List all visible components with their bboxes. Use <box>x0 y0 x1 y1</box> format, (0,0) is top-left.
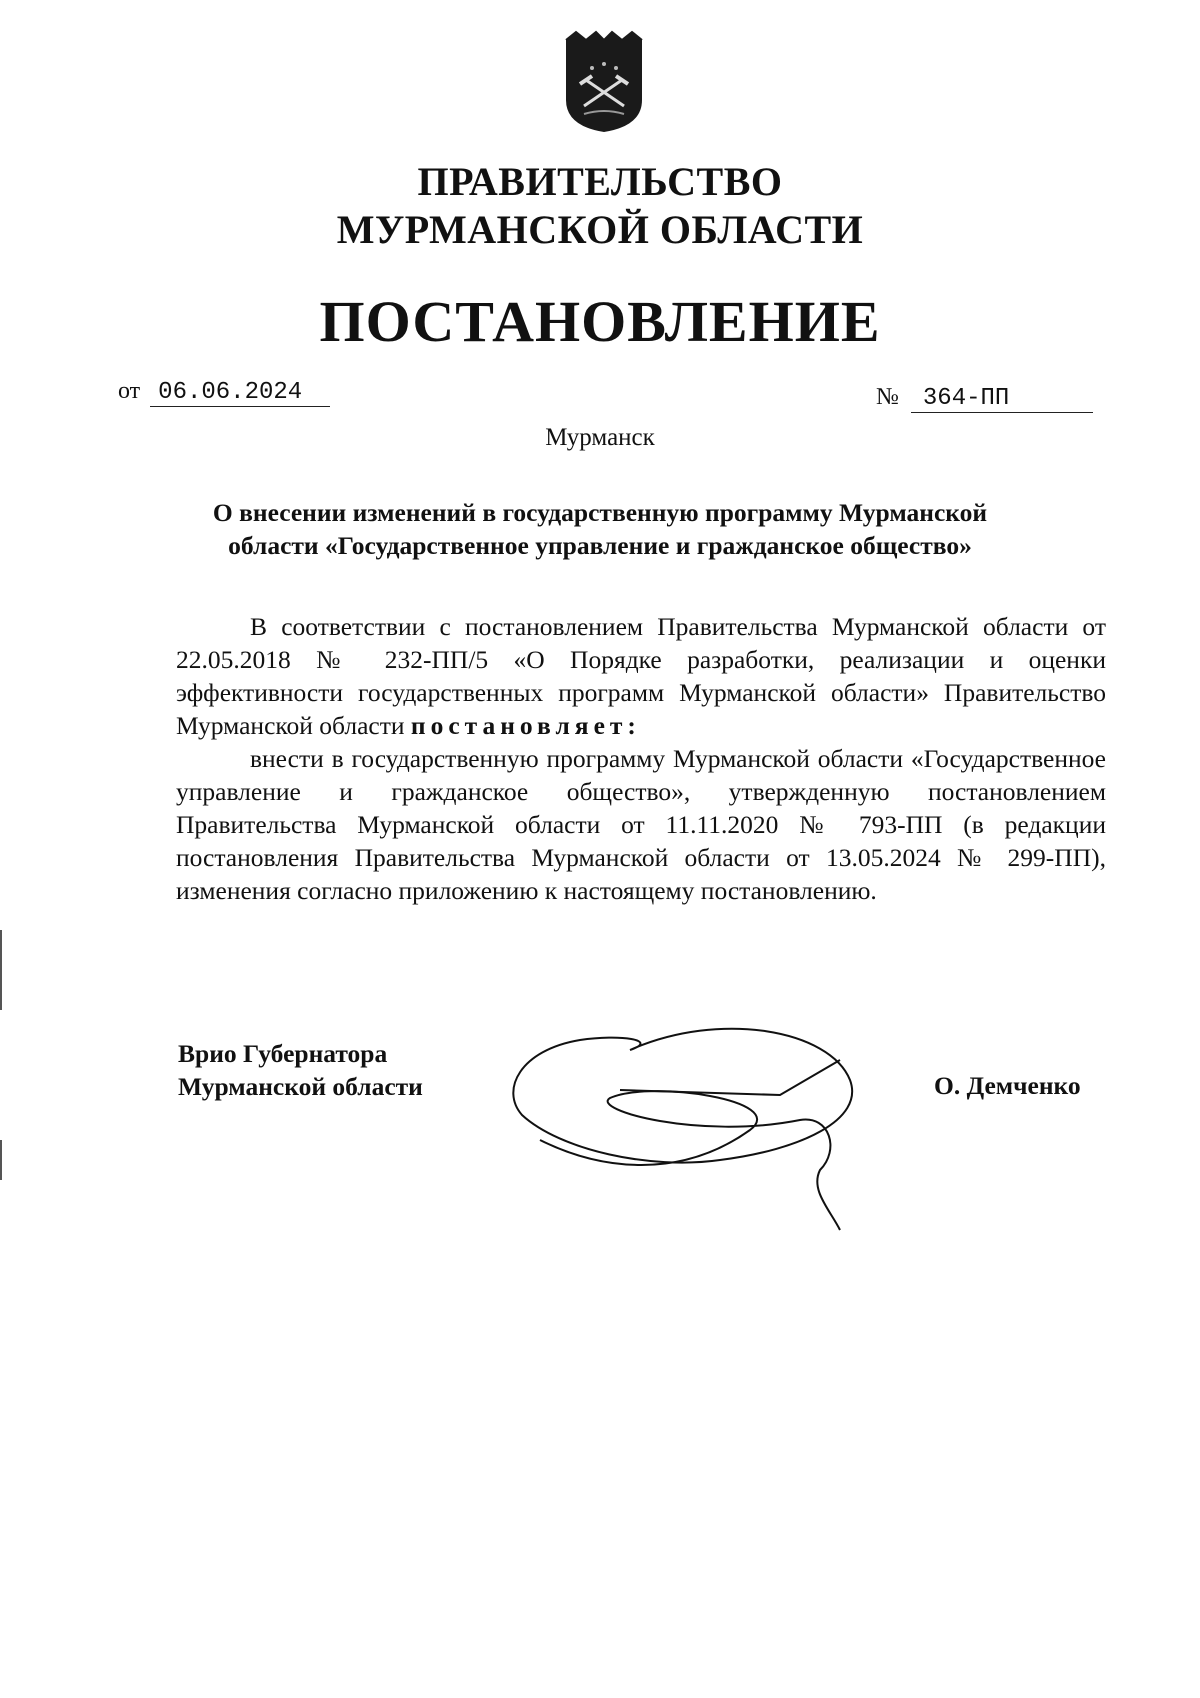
number-value: 364-ПП <box>911 385 1093 413</box>
date-prefix: от <box>118 378 141 404</box>
government-title-line1: ПРАВИТЕЛЬСТВО <box>417 159 783 204</box>
date-field <box>118 378 330 407</box>
number-prefix: № <box>876 384 899 410</box>
number-field <box>876 384 1093 413</box>
document-body <box>176 610 1106 907</box>
body-paragraph-1 <box>176 610 1106 742</box>
handwritten-signature <box>500 1020 900 1240</box>
government-title <box>0 158 1200 254</box>
government-title-line2: МУРМАНСКОЙ ОБЛАСТИ <box>336 207 864 252</box>
document-subject <box>150 496 1050 562</box>
date-value: 06.06.2024 <box>150 379 330 407</box>
body-paragraph-1-text: В соответствии с постановлением Правительства Мурманской области от 22.05.2018 № 232-ПП/5 «О Порядке разработки, реализации и оценки эффективности государственных программ Мурманской области» Правительство Мурманской области <box>176 612 1106 740</box>
decree-word: постановляет: <box>410 711 641 740</box>
city-label: Мурманск <box>545 424 655 451</box>
signer-position <box>178 1037 423 1103</box>
scan-edge-mark <box>0 930 2 1010</box>
subject-line2: области «Государственное управление и гражданское общество» <box>228 531 972 560</box>
body-paragraph-2: внести в государственную программу Мурманской области «Государственное управление и гражданское общество», утвержденную постановлением Правительства Мурманской области от 11.11.2020 № 793-ПП (в редакции постановления Правительства Мурманской области от 13.05.2024 № 299-ПП), изменения согласно приложению к настоящему постановлению. <box>176 744 1106 905</box>
subject-line1: О внесении изменений в государственную программу Мурманской <box>212 498 988 527</box>
signer-position-line2: Мурманской области <box>178 1072 423 1101</box>
scan-edge-mark <box>0 1140 2 1180</box>
signer-name: О. Демченко <box>934 1071 1081 1100</box>
signer-position-line1: Врио Губернатора <box>178 1039 388 1068</box>
coat-of-arms-icon <box>562 30 646 134</box>
document-type-heading: ПОСТАНОВЛЕНИЕ <box>319 289 881 354</box>
